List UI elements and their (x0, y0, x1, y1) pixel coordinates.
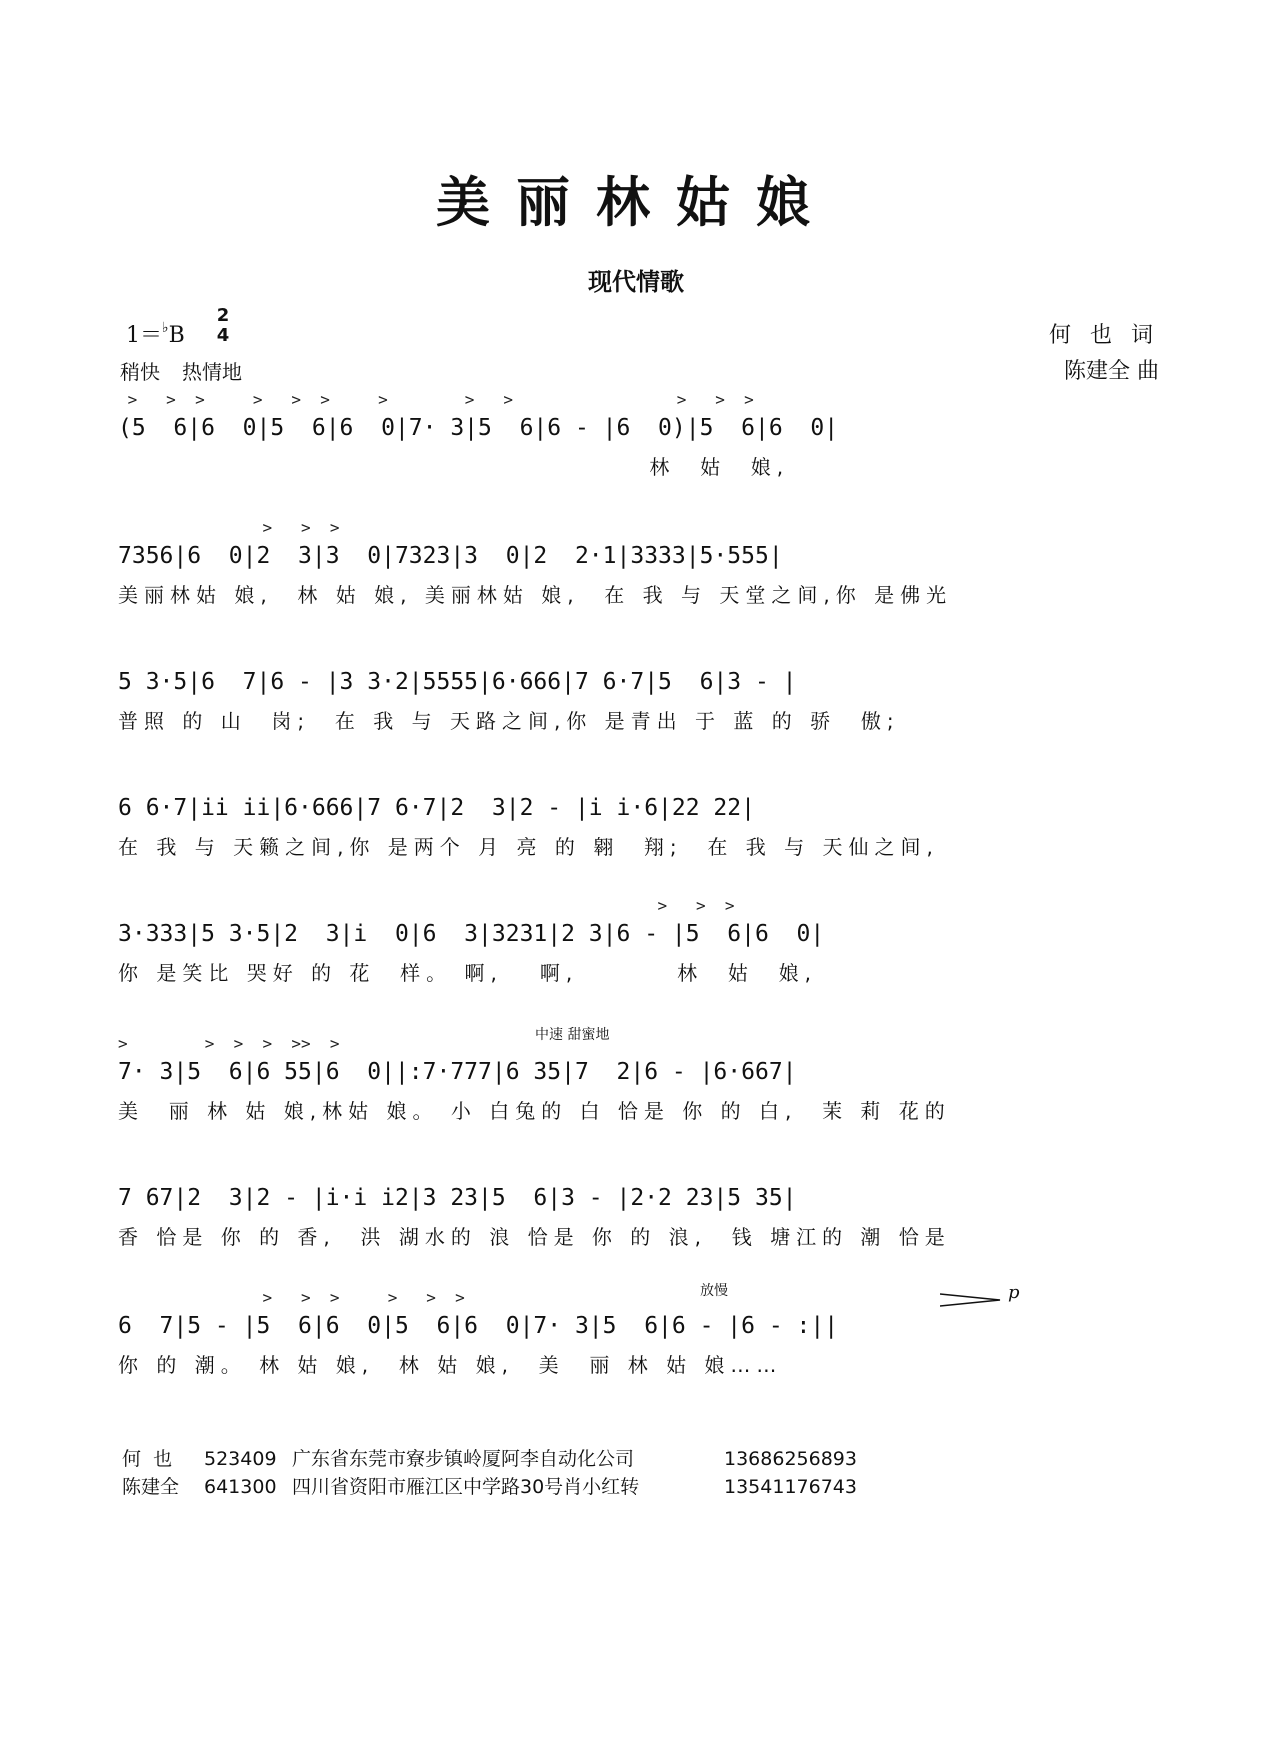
tempo-speed: 稍快 (120, 360, 160, 384)
song-subtitle: 现代情歌 (588, 268, 684, 296)
score-row-4 (118, 770, 1158, 860)
lyrics-line: 美丽林姑 娘, 林 姑 娘, 美丽林姑 娘, 在 我 与 天堂之间,你 是佛光 (118, 583, 953, 607)
score-row-6 (118, 1034, 1158, 1124)
notation-line: 3·333|5 3·5|2 3|i 0|6 3|3231|2 3|6 - |5 6|6 0| (118, 921, 825, 947)
lyrics-line: 美 丽 林 姑 娘,林姑 娘。 小 白兔的 白 恰是 你 的 白, 茉 莉 花的 (118, 1099, 951, 1123)
key-prefix: 1＝ (126, 323, 162, 348)
accent-marks: > > > > > > > > > > > > (118, 390, 754, 408)
slow-annotation: 放慢 (700, 1283, 728, 1299)
notation-line: 7· 3|5 6|6 55|6 0||:7·777|6 35|7 2|6 - |6·667| (118, 1059, 797, 1085)
composer-credit: 陈建全 曲 (1064, 359, 1159, 384)
time-signature-top: 2 (216, 305, 230, 326)
song-title: 美丽林姑娘 (436, 170, 836, 234)
notation-line: 7 67|2 3|2 - |i·i i2|3 23|5 6|3 - |2·2 23|5 35| (118, 1185, 797, 1211)
notation-line: 7356|6 0|2 3|3 0|7323|3 0|2 2·1|3333|5·555| (118, 543, 783, 569)
accent-marks: > > > (118, 896, 735, 914)
lyrics-line: 林 姑 娘, (118, 455, 790, 479)
score-row-2 (118, 518, 1158, 608)
lyrics-line: 你 是笑比 哭好 的 花 样。 啊, 啊, 林 姑 娘, (118, 961, 817, 985)
score-row-5 (118, 896, 1158, 986)
contact-address: 广东省东莞市寮步镇岭厦阿李自动化公司 (292, 1448, 635, 1470)
time-signature (214, 306, 232, 346)
contact-name: 陈建全 (122, 1476, 180, 1498)
key-signature (126, 318, 185, 349)
accent-marks: > > > (118, 518, 340, 536)
accent-marks: > > > > >> > (118, 1034, 340, 1052)
contact-address: 四川省资阳市雁江区中学路30号肖小红转 (292, 1476, 640, 1498)
notation-line: 6 6·7|ii ii|6·666|7 6·7|2 3|2 - |i i·6|22 22| (118, 795, 755, 821)
contact-name: 何 也 (122, 1448, 173, 1470)
contact-zip: 523409 (204, 1448, 277, 1470)
tempo-marking (120, 356, 264, 385)
key-note: B (168, 323, 185, 348)
contact-phone: 13541176743 (724, 1476, 857, 1498)
score-row-3 (118, 644, 1158, 734)
score-row-7 (118, 1160, 1158, 1250)
tempo-mood: 热情地 (182, 360, 242, 384)
notation-line: (5 6|6 0|5 6|6 0|7· 3|5 6|6 - |6 0)|5 6|6 0| (118, 415, 839, 441)
lyricist-credit: 何 也 词 (1049, 323, 1159, 348)
section-tempo-annotation: 中速 甜蜜地 (535, 1027, 610, 1043)
footer-contact-2 (122, 1472, 857, 1499)
score-row-1 (118, 390, 1158, 480)
key-flat: ♭ (162, 320, 169, 336)
notation-line: 6 7|5 - |5 6|6 0|5 6|6 0|7· 3|5 6|6 - |6 - :|| (118, 1313, 839, 1339)
notation-line: 5 3·5|6 7|6 - |3 3·2|5555|6·666|7 6·7|5 6|3 - | (118, 669, 797, 695)
contact-phone: 13686256893 (724, 1448, 857, 1470)
lyrics-line: 你 的 潮。 林 姑 娘, 林 姑 娘, 美 丽 林 姑 娘…… (118, 1353, 783, 1377)
time-signature-bottom: 4 (216, 325, 230, 346)
lyrics-line: 在 我 与 天籁之间,你 是两个 月 亮 的 翱 翔; 在 我 与 天仙之间, (118, 835, 939, 859)
footer-contact-1 (122, 1444, 857, 1471)
lyrics-line: 普照 的 山 岗; 在 我 与 天路之间,你 是青出 于 蓝 的 骄 傲; (118, 709, 900, 733)
accent-marks: > > > > > > (118, 1288, 465, 1306)
piano-dynamic: p (1008, 1282, 1020, 1303)
contact-zip: 641300 (204, 1476, 277, 1498)
lyrics-line: 香 恰是 你 的 香, 洪 湖水的 浪 恰是 你 的 浪, 钱 塘江的 潮 恰是 (118, 1225, 951, 1249)
decrescendo-hairpin-icon (940, 1290, 1010, 1310)
